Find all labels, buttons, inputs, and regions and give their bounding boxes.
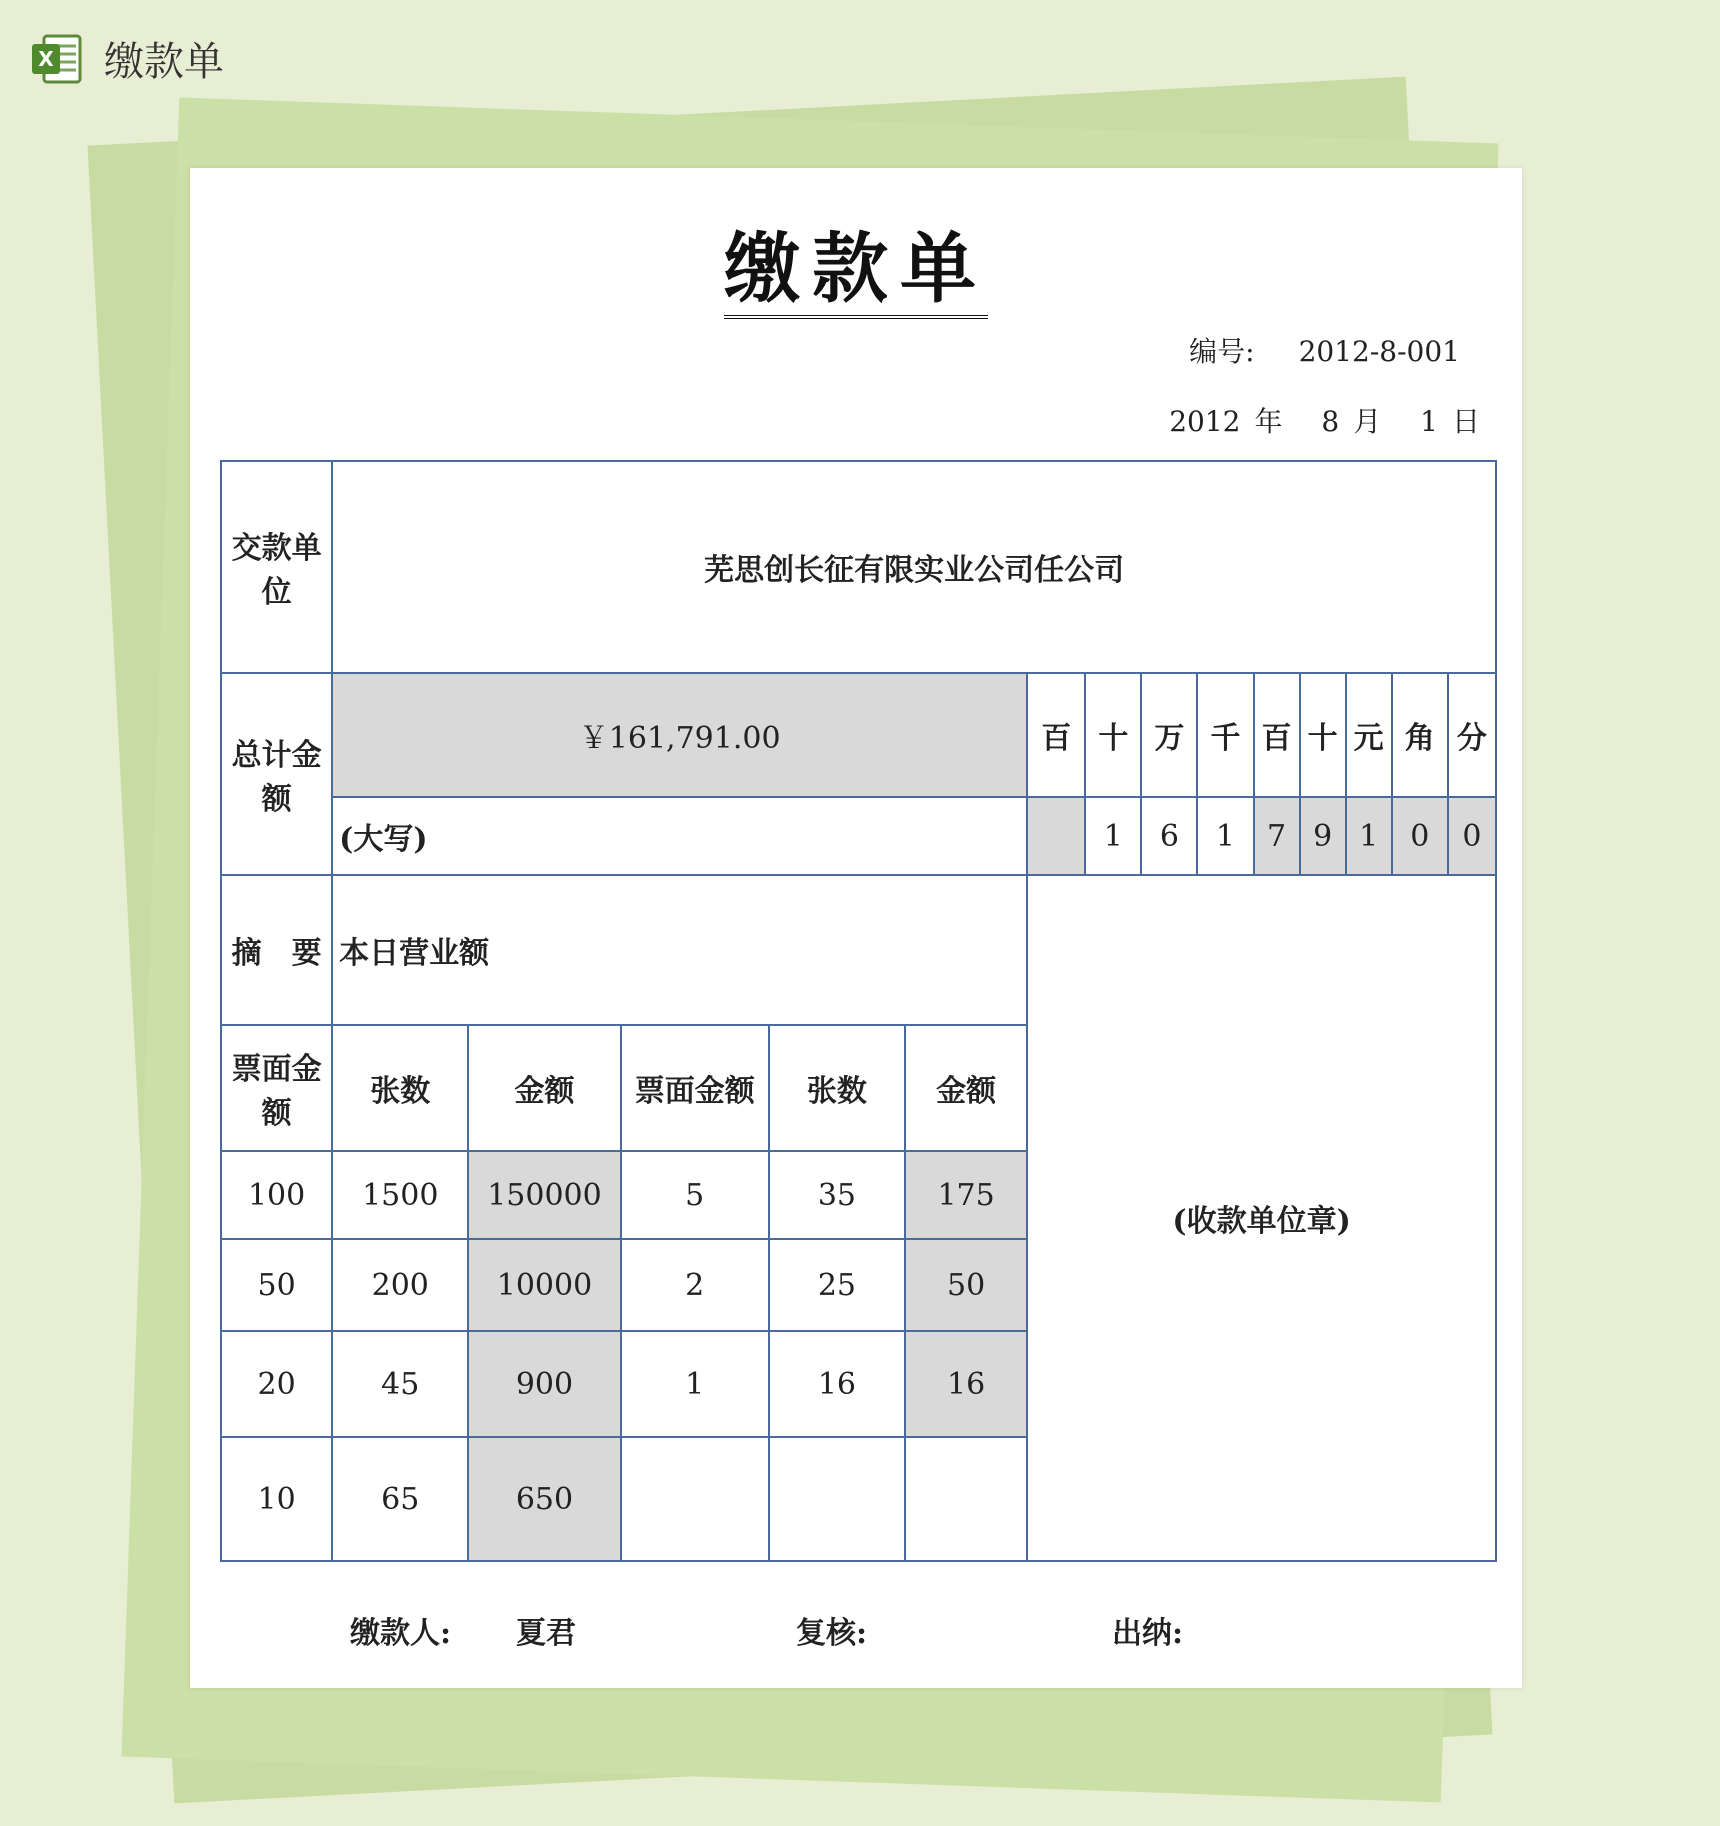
- svg-text:X: X: [38, 46, 54, 71]
- table-cell: 10000: [468, 1239, 620, 1331]
- digit-header: 万: [1141, 673, 1197, 797]
- receipt-sheet: [190, 168, 1522, 1688]
- digit-header: 分: [1448, 673, 1496, 797]
- digit-header: 十: [1085, 673, 1141, 797]
- digit-cell: 9: [1300, 797, 1346, 875]
- table-cell[interactable]: [621, 1437, 769, 1561]
- cashier-signature-label: 出纳:: [1112, 1616, 1184, 1651]
- table-cell[interactable]: 45: [332, 1331, 468, 1437]
- table-cell[interactable]: 1: [621, 1331, 769, 1437]
- payer-label: 交款单位: [221, 461, 332, 673]
- payer-signature-label: 缴款人:: [350, 1616, 452, 1651]
- table-cell: 16: [905, 1331, 1027, 1437]
- table-cell[interactable]: [905, 1437, 1027, 1561]
- summary-label: 摘 要: [221, 875, 332, 1025]
- payer-name[interactable]: 芜思创长征有限实业公司任公司: [332, 461, 1496, 673]
- receipt-table: [220, 460, 1497, 1562]
- table-cell[interactable]: 1500: [332, 1151, 468, 1239]
- digit-cell: 1: [1085, 797, 1141, 875]
- digit-cell: 0: [1392, 797, 1448, 875]
- table-cell[interactable]: [769, 1437, 905, 1561]
- excel-icon: [30, 32, 84, 86]
- table-cell[interactable]: 35: [769, 1151, 905, 1239]
- digit-cell: 7: [1254, 797, 1300, 875]
- table-cell[interactable]: 20: [221, 1331, 332, 1437]
- payer-signature-name[interactable]: 夏君: [516, 1616, 576, 1651]
- total-label: 总计金额: [221, 673, 332, 875]
- digit-header: 元: [1346, 673, 1392, 797]
- table-cell: 175: [905, 1151, 1027, 1239]
- digit-header: 千: [1197, 673, 1253, 797]
- bills-header: 票面金额: [221, 1025, 332, 1151]
- table-cell[interactable]: 5: [621, 1151, 769, 1239]
- table-cell: 900: [468, 1331, 620, 1437]
- serial-number: 编号: 2012-8-001: [1189, 335, 1460, 368]
- table-cell[interactable]: 50: [221, 1239, 332, 1331]
- summary-value[interactable]: 本日营业额: [332, 875, 1027, 1025]
- digit-header: 角: [1392, 673, 1448, 797]
- bills-header: 金额: [468, 1025, 620, 1151]
- digit-header: 百: [1254, 673, 1300, 797]
- table-cell[interactable]: 16: [769, 1331, 905, 1437]
- document-date: 2012 年 8 月 1 日: [1169, 405, 1480, 438]
- digit-cell: [1027, 797, 1085, 875]
- app-header: [30, 30, 224, 87]
- digit-cell: 0: [1448, 797, 1496, 875]
- table-cell[interactable]: 65: [332, 1437, 468, 1561]
- table-cell: 50: [905, 1239, 1027, 1331]
- table-cell: 150000: [468, 1151, 620, 1239]
- table-cell[interactable]: 25: [769, 1239, 905, 1331]
- bills-header: 张数: [769, 1025, 905, 1151]
- table-cell[interactable]: 2: [621, 1239, 769, 1331]
- digit-cell: 1: [1197, 797, 1253, 875]
- table-cell[interactable]: 10: [221, 1437, 332, 1561]
- daxie-field[interactable]: (大写): [332, 797, 1027, 875]
- table-cell[interactable]: 100: [221, 1151, 332, 1239]
- digit-cell: 6: [1141, 797, 1197, 875]
- bills-header: 张数: [332, 1025, 468, 1151]
- payee-stamp-area: (收款单位章): [1027, 875, 1496, 1561]
- bills-header: 票面金额: [621, 1025, 769, 1151]
- digit-header: 十: [1300, 673, 1346, 797]
- table-cell: 650: [468, 1437, 620, 1561]
- review-signature-label: 复核:: [796, 1616, 868, 1651]
- document-title: 缴款单: [190, 208, 1522, 317]
- digit-cell: 1: [1346, 797, 1392, 875]
- bills-header: 金额: [905, 1025, 1027, 1151]
- app-title: 缴款单: [104, 39, 224, 85]
- table-cell[interactable]: 200: [332, 1239, 468, 1331]
- total-amount[interactable]: ￥161,791.00: [332, 673, 1027, 797]
- digit-header: 百: [1027, 673, 1085, 797]
